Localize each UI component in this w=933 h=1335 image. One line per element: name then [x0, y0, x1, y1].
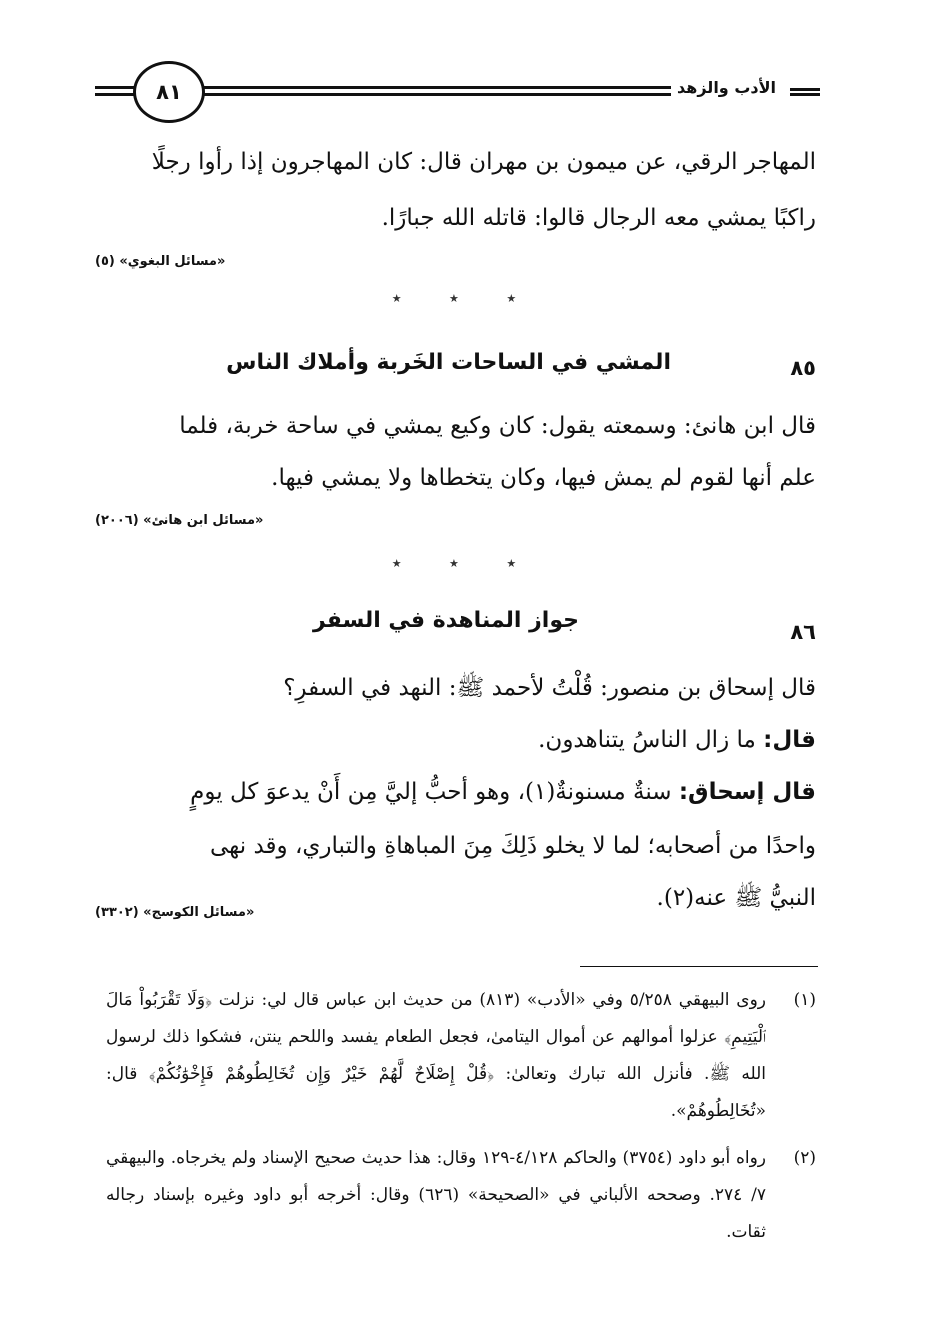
entry-title: جواز المناهدة في السفر [313, 608, 579, 633]
paragraph-line: النبيُّ ﷺ عنه(٢). [656, 885, 816, 911]
footnote-number: (٢) [793, 1148, 816, 1168]
paragraph-line: قال ابن هانئ: وسمعته يقول: كان وكيع يمشي في ساحة خربة، فلما [179, 413, 816, 439]
footnote-separator [580, 966, 818, 967]
header-rule [95, 86, 135, 89]
footnote-text: رواه أبو داود (٣٧٥٤) والحاكم ٤/١٢٨-١٢٩ وقال: هذا حديث صحيح الإسناد ولم يخرجاه. والبيهقي ٧/ ٢٧٤. وصححه الألباني في «الصحيحة» (٦٢٦) وقال: أخرجه أبو داود وغيره بإسناد رجاله ثقات. [106, 1148, 766, 1242]
footnote [106, 1140, 816, 1251]
paragraph-line [96, 764, 816, 820]
paragraph-line: راكبًا يمشي معه الرجال قالوا: قاتله الله جبارًا. [381, 205, 816, 231]
speaker-label: قال: [763, 727, 816, 753]
source-citation: «مسائل الكوسج» (٣٣٠٢) [95, 905, 255, 920]
speaker-label: قال إسحاق: [678, 779, 816, 805]
speech-text: ما زال الناسُ يتناهدون. [538, 727, 764, 753]
section-separator: ★ ★ ★ [391, 292, 539, 305]
footnote-number: (١) [793, 990, 816, 1010]
header-rule [95, 93, 135, 96]
source-citation: «مسائل ابن هانئ» (٢٠٠٦) [95, 513, 264, 528]
entry-number: ٨٥ [790, 356, 816, 380]
entry-title: المشي في الساحات الخَربة وأملاك الناس [226, 350, 671, 375]
entry-number: ٨٦ [790, 620, 816, 644]
section-separator: ★ ★ ★ [391, 557, 539, 570]
footnote [106, 982, 816, 1130]
page-header [95, 58, 820, 122]
speech-text: سنةٌ مسنونةٌ(١)، وهو أحبُّ إليَّ مِن أَنْ يدعوَ كل يومٍ [190, 779, 679, 805]
page-number: ٨١ [133, 61, 205, 123]
header-rule [790, 88, 820, 91]
paragraph-line: علم أنها لقوم لم يمش فيها، وكان يتخطاها ولا يمشي فيها. [271, 465, 816, 491]
header-rule [790, 93, 820, 96]
paragraph-line: واحدًا من أصحابه؛ لما لا يخلو ذَلِكَ مِنَ المباهاةِ والتباري، وقد نهى [210, 833, 816, 859]
source-citation: «مسائل البغوي» (٥) [95, 254, 226, 269]
running-title: الأدب والزهد [671, 78, 782, 97]
footnote-text: روى البيهقي ٥/٢٥٨ وفي «الأدب» (٨١٣) من حديث ابن عباس قال لي: نزلت ﴿وَلَا تَقْرَبُواْ مَالَ ٱلْيَتِيمِ﴾ عزلوا أموالهم عن أموال اليتامىٰ، فجعل الطعام يفسد واللحم ينتن، فشكوا ذلك لرسول الله ﷺ. فأنزل الله تبارك وتعالىٰ: ﴿قُلْ إِصْلَاحٌ لَّهُمْ خَيْرٌ وَإِن تُخَالِطُوهُمْ فَإِخْوَٰنُكُمْ﴾ قال: «تُخَالِطُوهُمْ». [106, 990, 766, 1121]
paragraph-line: قال إسحاق بن منصور: قُلْتُ لأحمد ﷺ: النهد في السفرِ؟ [283, 675, 816, 701]
paragraph-line: المهاجر الرقي، عن ميمون بن مهران قال: كان المهاجرون إذا رأوا رجلًا [151, 149, 816, 175]
paragraph-line [96, 712, 816, 768]
